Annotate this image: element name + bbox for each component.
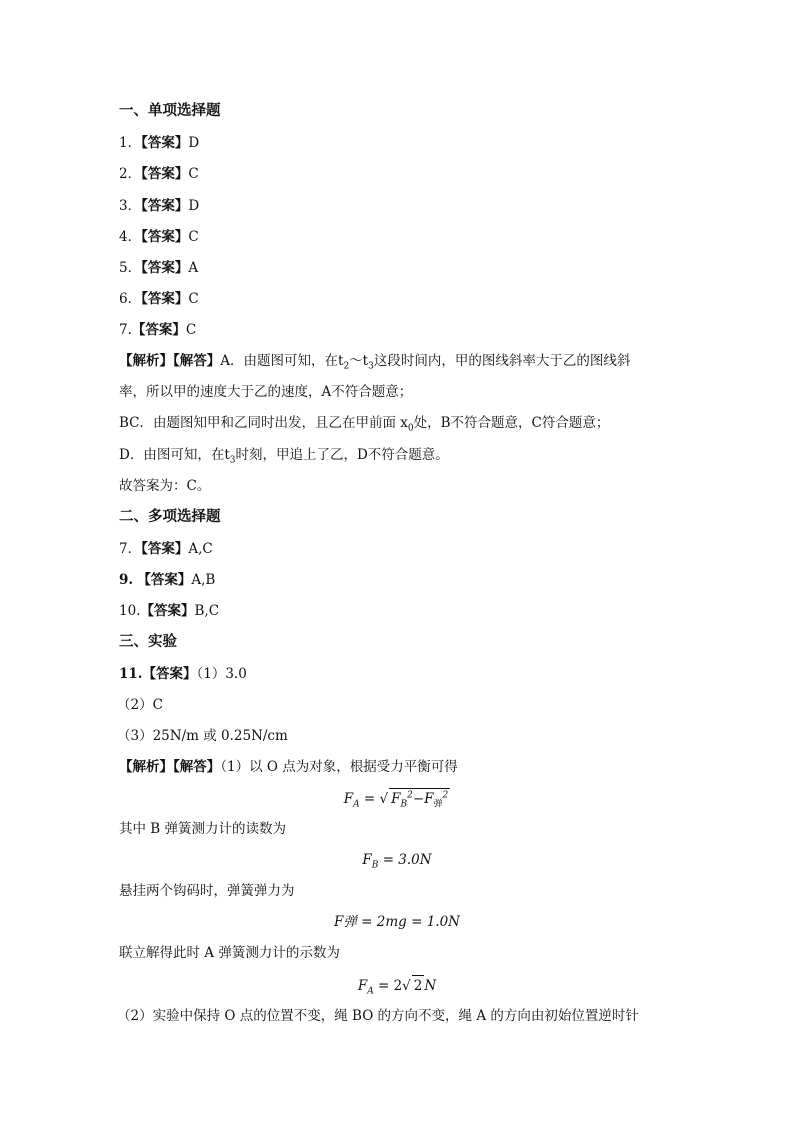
answer-tag: 【答案】 bbox=[141, 135, 189, 151]
solution-tag: 【解答】 bbox=[173, 353, 221, 369]
eq-operator: = bbox=[359, 791, 380, 807]
answer-value: （1）3.0 bbox=[196, 666, 247, 682]
list-item bbox=[119, 570, 215, 590]
section-title-single-choice: 一、单项选择题 bbox=[119, 102, 221, 119]
list-item bbox=[119, 227, 199, 247]
analysis-text: 这段时间内，甲的图线斜率大于乙的图线斜 bbox=[373, 353, 631, 369]
question-number: 2． bbox=[119, 166, 142, 182]
subscript: B bbox=[400, 799, 408, 810]
answer-tag: 【答案】 bbox=[141, 166, 189, 182]
answer-value: C bbox=[188, 229, 199, 245]
list-item bbox=[119, 133, 199, 153]
answer-tag: 【答案】 bbox=[131, 322, 186, 338]
analysis-line: 悬挂两个钩码时，弹簧弹力为 bbox=[119, 883, 295, 899]
subscript: B bbox=[371, 860, 379, 871]
eq-symbol: F bbox=[343, 791, 354, 807]
analysis-line: 率，所以甲的速度大于乙的速度，A不符合题意； bbox=[119, 384, 413, 400]
subscript: A bbox=[353, 799, 360, 810]
answer-tag: 【答案】 bbox=[141, 229, 189, 245]
answer-part: （3）25N/m 或 0.25N/cm bbox=[117, 728, 288, 744]
answer-tag: 【答案】 bbox=[141, 541, 189, 557]
answer-value: D bbox=[188, 198, 200, 214]
subscript: 2 bbox=[343, 361, 350, 372]
answer-tag: 【答案】 bbox=[141, 260, 189, 276]
answer-value: D bbox=[188, 135, 200, 151]
eq-value: = 3.0N bbox=[378, 852, 432, 868]
superscript: 2 bbox=[442, 790, 449, 801]
solution-tag: 【解答】 bbox=[173, 759, 221, 775]
answer-value: B,C bbox=[194, 603, 220, 619]
answer-tag: 【答案】 bbox=[141, 291, 189, 307]
eq-value: = 2mg = 1.0N bbox=[356, 914, 460, 930]
equation-fb bbox=[0, 850, 794, 870]
list-item bbox=[119, 601, 219, 621]
analysis-line bbox=[119, 413, 609, 433]
list-item bbox=[119, 539, 213, 559]
section-title-experiment: 三、实验 bbox=[119, 633, 177, 650]
answer-value: A,C bbox=[188, 541, 213, 557]
question-number: 11. bbox=[119, 666, 143, 682]
subscript: A bbox=[367, 986, 374, 997]
analysis-line: 联立解得此时 A 弹簧测力计的示数为 bbox=[119, 945, 340, 961]
question-number: 7. bbox=[119, 322, 132, 338]
equation-fa bbox=[0, 788, 794, 809]
analysis-line: （2）实验中保持 O 点的位置不变，绳 BO 的方向不变，绳 A 的方向由初始位置逆时针 bbox=[117, 1008, 639, 1024]
radicand: 2 bbox=[412, 975, 425, 996]
eq-symbol: F弹 bbox=[334, 914, 357, 930]
equation-fspring bbox=[0, 912, 794, 932]
question-number: 4． bbox=[119, 229, 142, 245]
question-number: 1． bbox=[119, 135, 142, 151]
analysis-line bbox=[119, 351, 630, 371]
answer-value: C bbox=[185, 322, 197, 338]
eq-symbol: F bbox=[391, 791, 401, 807]
list-item bbox=[119, 258, 198, 278]
analysis-line bbox=[119, 757, 458, 777]
analysis-tag: 【解析】 bbox=[119, 759, 173, 775]
analysis-text: BC．由题图知甲和乙同时出发，且乙在甲前面 x bbox=[119, 415, 408, 431]
eq-symbol: F bbox=[357, 978, 368, 994]
analysis-line: 故答案为：C。 bbox=[119, 478, 211, 494]
answer-tag: 【答案】 bbox=[141, 198, 189, 214]
radicand bbox=[389, 788, 450, 809]
question-number: 7． bbox=[119, 541, 142, 557]
section-title-multi-choice: 二、多项选择题 bbox=[119, 508, 221, 525]
question-number: 5． bbox=[119, 260, 142, 276]
sqrt-icon: √ bbox=[379, 791, 389, 807]
analysis-text: D．由图可知，在t bbox=[119, 447, 230, 463]
answer-tag: 【答案】 bbox=[142, 666, 197, 682]
list-item bbox=[119, 196, 199, 216]
answer-value: C bbox=[188, 166, 199, 182]
analysis-tag: 【解析】 bbox=[119, 353, 173, 369]
list-item bbox=[119, 664, 247, 684]
analysis-text: 时刻，甲追上了乙，D不符合题意。 bbox=[235, 447, 449, 463]
question-number: 9. bbox=[119, 572, 134, 588]
superscript: 2 bbox=[407, 790, 413, 801]
question-number: 10. bbox=[119, 603, 141, 619]
analysis-line: 其中 B 弹簧测力计的读数为 bbox=[119, 821, 287, 837]
eq-symbol: −F bbox=[412, 791, 434, 807]
answer-value: A bbox=[188, 260, 199, 276]
question-number: 6． bbox=[119, 291, 142, 307]
answer-tag: 【答案】 bbox=[137, 572, 192, 588]
answer-part: （2）C bbox=[117, 697, 163, 713]
analysis-text: （1）以 O 点为对象，根据受力平衡可得 bbox=[220, 759, 458, 775]
subscript: 0 bbox=[407, 423, 414, 434]
list-item bbox=[119, 320, 196, 340]
list-item bbox=[119, 289, 199, 309]
question-number: 3． bbox=[119, 198, 142, 214]
list-item bbox=[119, 164, 199, 184]
answer-value: C bbox=[188, 291, 199, 307]
eq-unit: N bbox=[424, 978, 437, 994]
subscript: 3 bbox=[229, 455, 236, 466]
answer-tag: 【答案】 bbox=[140, 603, 195, 619]
analysis-text: ～t bbox=[349, 353, 369, 369]
equation-fa-result bbox=[0, 975, 794, 996]
sqrt-icon: √ bbox=[402, 978, 411, 994]
answer-value: A,B bbox=[191, 572, 216, 588]
subscript: 3 bbox=[368, 361, 374, 372]
analysis-line bbox=[119, 445, 449, 465]
subscript: 弹 bbox=[433, 799, 443, 810]
eq-value: = 2 bbox=[373, 978, 403, 994]
analysis-text: A．由题图可知，在t bbox=[220, 353, 344, 369]
eq-symbol: F bbox=[362, 852, 372, 868]
analysis-text: 处，B不符合题意，C符合题意； bbox=[413, 415, 610, 431]
